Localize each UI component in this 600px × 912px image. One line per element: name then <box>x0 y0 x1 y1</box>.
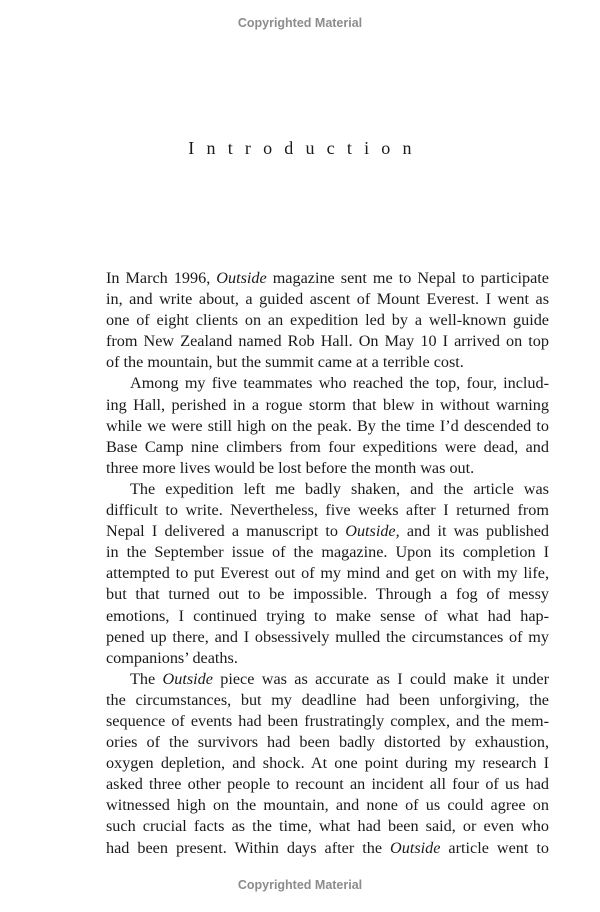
text-line: ing Hall, perished in a rogue storm that blew in without warning <box>106 395 549 414</box>
paragraph <box>106 268 549 373</box>
text-line: asked three other people to recount an incident all four of us had <box>106 775 549 794</box>
paragraph <box>106 479 549 669</box>
text-line: pened up there, and I obsessively mulled the circumstances of my <box>106 627 549 646</box>
italic-title: Outside <box>390 838 441 857</box>
text-line: the circumstances, but my deadline had been unforgiving, the <box>106 690 549 709</box>
text-line: companions’ deaths. <box>106 648 238 667</box>
text-line: three more lives would be lost before the month was out. <box>106 458 475 477</box>
text-line: The Outside piece was as accurate as I could make it under <box>130 669 549 688</box>
text-line: attempted to put Everest out of my mind and get on with my life, <box>106 564 549 583</box>
text-line: from New Zealand named Rob Hall. On May 10 I arrived on top <box>106 332 549 351</box>
text-line: in the September issue of the magazine. Upon its completion I <box>106 543 549 562</box>
text-line: difficult to write. Nevertheless, five weeks after I returned from <box>106 501 549 520</box>
text-line: Nepal I delivered a manuscript to Outside, and it was published <box>106 522 549 541</box>
text-line: ories of the survivors had been badly distorted by exhaustion, <box>106 733 549 752</box>
text-line: such crucial facts as the time, what had been said, or even who <box>106 817 549 836</box>
text-line: witnessed high on the mountain, and none of us could agree on <box>106 796 549 815</box>
text-line: while we were still high on the peak. By the time I’d descended to <box>106 416 549 435</box>
copyright-watermark-top: Copyrighted Material <box>237 16 363 30</box>
copyright-watermark-bottom: Copyrighted Material <box>237 878 363 892</box>
italic-title: Outside <box>216 269 267 287</box>
text-line: Base Camp nine climbers from four expeditions were dead, and <box>106 437 549 456</box>
italic-title: Outside, <box>345 522 400 541</box>
chapter-title: Introduction <box>188 138 424 158</box>
paragraph <box>106 373 549 478</box>
italic-title: Outside <box>162 669 213 688</box>
text-line: The expedition left me badly shaken, and the article was <box>130 479 549 498</box>
text-line: oxygen depletion, and shock. At one point during my research I <box>106 754 549 773</box>
paragraph <box>106 669 549 859</box>
text-line: had been present. Within days after the Outside article went to <box>106 838 549 857</box>
text-line: in, and write about, a guided ascent of Mount Everest. I went as <box>106 290 549 309</box>
text-line: one of eight clients on an expedition led by a well-known guide <box>106 311 549 330</box>
text-line: Among my five teammates who reached the top, four, includ- <box>130 374 549 393</box>
text-line: emotions, I continued trying to make sense of what had hap- <box>106 606 549 625</box>
text-line: In March 1996, Outside magazine sent me to Nepal to participate <box>106 269 549 287</box>
text-line: but that turned out to be impossible. Through a fog of messy <box>106 585 549 604</box>
text-line: of the mountain, but the summit came at a terrible cost. <box>106 353 464 372</box>
body-text <box>106 268 549 859</box>
text-line: sequence of events had been frustratingly complex, and the mem- <box>106 711 549 730</box>
